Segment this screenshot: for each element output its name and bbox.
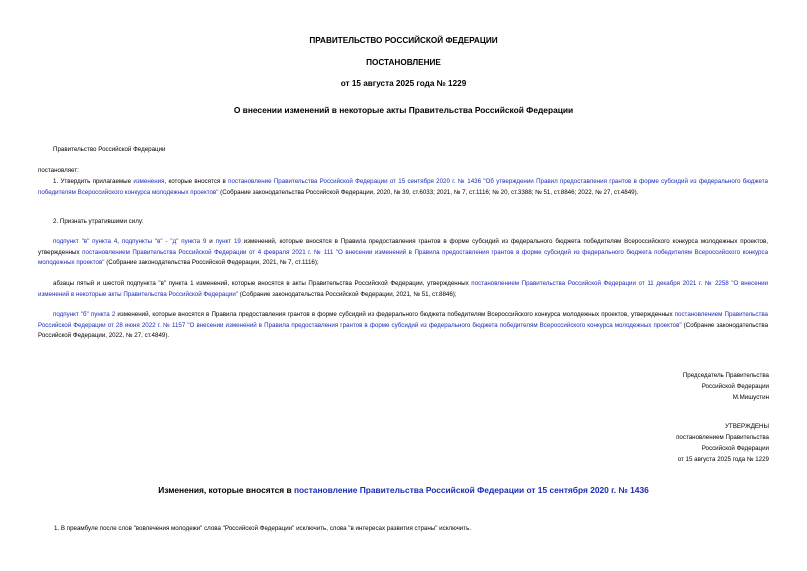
p1-text-b: , которые вносятся в [164, 178, 229, 185]
changes-title [0, 485, 807, 495]
p3-text-d: (Собрание законодательства Российской Федерации, 2021, № 7, ст.1116); [104, 259, 319, 267]
p4-text-a: абзацы пятый и шестой подпункта "в" пункта 1 изменений, которые вносятся в акты Правительства Российской Федерации, утвержденных [53, 280, 472, 287]
link-changes-resolution-1436[interactable]: постановление Правительства Российской Федерации от 15 сентября 2020 г. № 1436 [293, 485, 649, 495]
approved-date: от 15 августа 2025 года № 1229 [677, 455, 769, 463]
link-resolution-2258[interactable]: постановлением Правительства Российской Федерации от 11 декабря 2021 г. № 2258 "О внесении изменений в некоторые акты Правительства Российской Федерации" [38, 280, 769, 298]
approved-label: УТВЕРЖДЕНЫ [725, 423, 769, 430]
p1-text-a: 1. Утвердить прилагаемые [53, 178, 134, 185]
paragraph-2: 2. Признать утратившими силу: [53, 218, 144, 225]
changes-item-1: 1. В преамбуле после слов "вовлечения молодежи" слова "Российской Федерации" исключить, слова "в интересах развития страны" исключить. [54, 525, 472, 532]
link-subparagraphs-9[interactable]: подпункты "в" - "д" пункта 9 [121, 238, 207, 245]
doc-type: ПОСТАНОВЛЕНИЕ [366, 58, 441, 67]
signature-title: Председатель Правительства [682, 372, 769, 379]
signature-title-2: Российской Федерации [701, 382, 769, 390]
p3-text-a: , [117, 238, 122, 245]
p3-text-b: и [206, 238, 216, 245]
p4-text-b: (Собрание законодательства Российской Федерации, 2021, № 51, ст.8846); [238, 290, 457, 298]
p5-text-b: (Собрание законодательства Российской Федерации, 2022, № 27, ст.4849). [38, 321, 769, 340]
signature-block [683, 371, 769, 404]
paragraph-3 [38, 237, 768, 269]
p1-text-c: (Собрание законодательства Российской Федерации, 2020, № 39, ст.6033; 2021, № 7, ст.1116; № 20, ст.3388; № 51, ст.8846; 2022, № 27, ст.4849). [218, 188, 639, 196]
link-resolution-1436[interactable]: постановление Правительства Российской Федерации от 15 сентября 2020 г. № 1436 "Об утверждении Правил предоставления грантов в форме субсидий из федерального бюджета победителям Всероссийского конкурса молодежных проектов" [38, 178, 768, 196]
changes-title-text: Изменения, которые вносятся в [158, 485, 294, 495]
approved-block [676, 422, 769, 466]
link-subparagraph-b-2[interactable]: подпункт "б" пункта 2 [53, 311, 116, 318]
org-name: ПРАВИТЕЛЬСТВО РОССИЙСКОЙ ФЕДЕРАЦИИ [309, 36, 498, 45]
resolves-line: постановляет: [38, 167, 79, 174]
link-changes[interactable]: изменения [133, 178, 165, 185]
paragraph-5 [38, 310, 768, 342]
paragraph-1 [38, 177, 768, 198]
doc-date-number: от 15 августа 2025 года № 1229 [340, 79, 467, 88]
link-paragraph-19[interactable]: пункт 19 [215, 238, 241, 245]
approved-by: постановлением Правительства [676, 433, 769, 441]
p3-text-c: изменений, которые вносятся в Правила предоставления грантов в форме субсидий из федерального бюджета победителям Всероссийского конкурса молодежных проектов, утвержденных [38, 238, 768, 256]
signature-name: М.Мишустин [732, 393, 769, 401]
paragraph-4 [38, 279, 768, 300]
approved-by-2: Российской Федерации [701, 444, 769, 452]
p5-text-a: изменений, которые вносятся в Правила предоставления грантов в форме субсидий из федерального бюджета победителям Всероссийского конкурса молодежных проектов, утвержденных [115, 311, 675, 318]
link-subparagraph-v-4[interactable]: подпункт "в" пункта 4 [53, 238, 118, 245]
link-resolution-111[interactable]: постановлением Правительства Российской Федерации от 4 февраля 2021 г. № 111 "О внесении изменений в Правила предоставления грантов в форме субсидий из федерального бюджета победителям Всероссийского конкурса молодежных проектов" [38, 248, 769, 267]
doc-title: О внесении изменений в некоторые акты Правительства Российской Федерации [233, 105, 574, 115]
government-line: Правительство Российской Федерации [53, 146, 166, 153]
link-resolution-1157[interactable]: постановлением Правительства Российской Федерации от 28 июня 2022 г. № 1157 "О внесении изменений в Правила предоставления грантов в форме субсидий из федерального бюджета победителям Всероссийского конкурса молодежных проектов" [38, 311, 768, 329]
